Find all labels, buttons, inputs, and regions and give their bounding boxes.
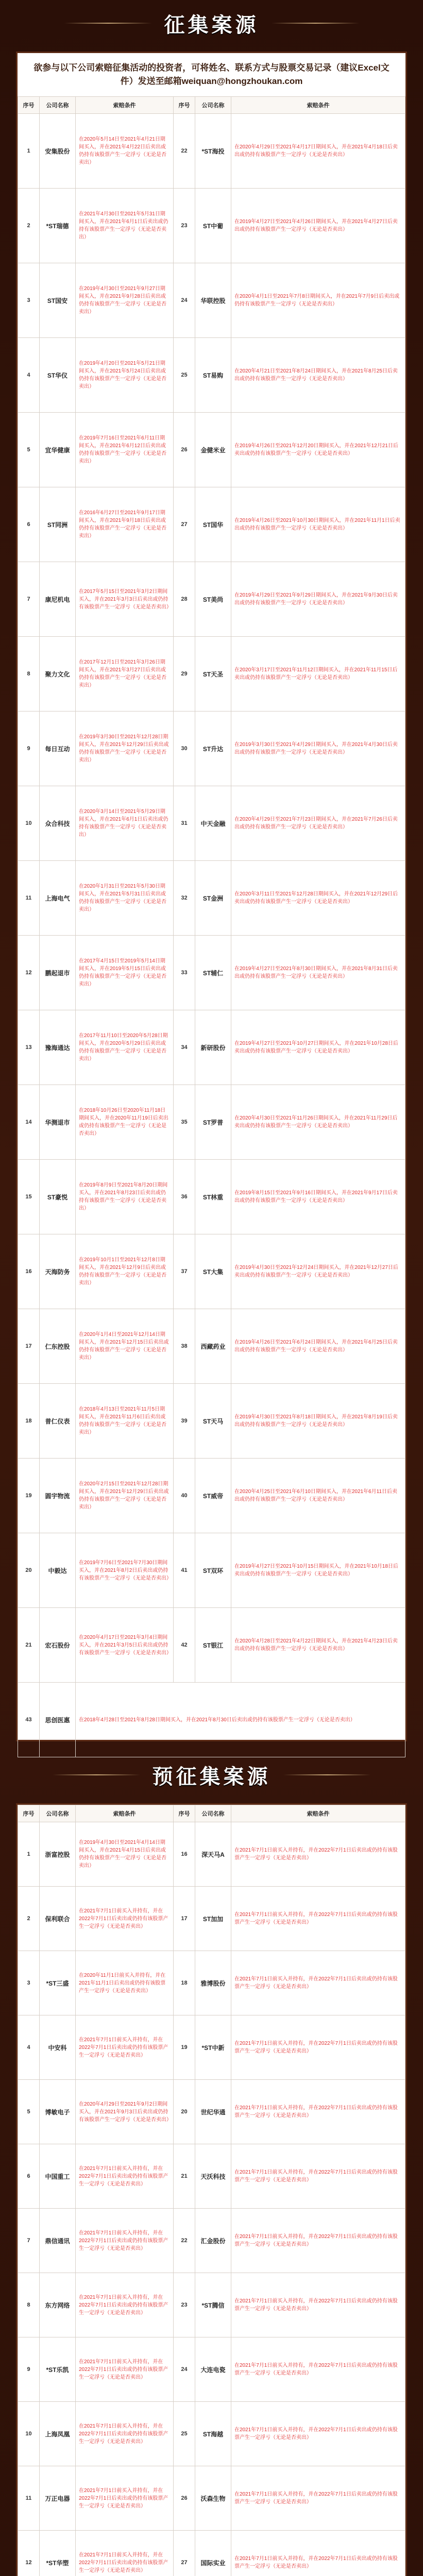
row-number: 9 xyxy=(18,711,40,786)
table-row xyxy=(18,1160,405,1234)
row-number: 13 xyxy=(18,1010,40,1085)
row-number: 2 xyxy=(18,1887,40,1951)
claim-conditions: 在2021年7月1日前买入并持有，并在2022年7月1日后卖出或仍持有该股票产生一定浮亏（无论是否卖出） xyxy=(231,2144,405,2209)
company-name: ST加加 xyxy=(195,1887,231,1951)
table-row xyxy=(18,2531,405,2576)
table-header-row xyxy=(18,1805,405,1822)
row-number: 16 xyxy=(18,1234,40,1309)
header-no: 序号 xyxy=(174,97,195,114)
claim-conditions: 在2021年7月1日前买入并持有，并在2022年7月1日后卖出或仍持有该股票产生一定浮亏（无论是否卖出） xyxy=(231,1951,405,2015)
row-number: 11 xyxy=(18,861,40,936)
row-number: 6 xyxy=(18,2144,40,2209)
table-row xyxy=(18,2144,405,2209)
row-number: 21 xyxy=(18,1608,40,1683)
row-number: 1 xyxy=(18,114,40,189)
claim-conditions: 在2021年7月1日前买入并持有，并在2022年7月1日后卖出或仍持有该股票产生一定浮亏（无论是否卖出） xyxy=(231,1822,405,1887)
company-name: ST海越 xyxy=(195,2402,231,2466)
table-row xyxy=(18,114,405,189)
company-name: ST豪悦 xyxy=(40,1160,76,1234)
divider xyxy=(64,23,152,24)
table-row xyxy=(18,861,405,936)
company-name: *ST三盛 xyxy=(40,1951,76,2015)
table-row xyxy=(18,2015,405,2080)
company-name: 聚力文化 xyxy=(40,637,76,711)
company-name: 康尼机电 xyxy=(40,562,76,637)
company-name: *ST瑞德 xyxy=(40,189,76,263)
row-number: 25 xyxy=(174,2402,195,2466)
table-row xyxy=(18,1384,405,1459)
company-name: 汇金股份 xyxy=(195,2209,231,2273)
company-name: 鼎信通讯 xyxy=(40,2209,76,2273)
header-conditions: 索赔条件 xyxy=(76,97,174,114)
company-name: 鹏起退市 xyxy=(40,936,76,1010)
claim-conditions: 在2020年5月14日至2021年4月21日期间买入，并在2021年4月22日后卖出或仍持有该股票产生一定浮亏（无论是否卖出） xyxy=(76,114,174,189)
company-name: 天海防务 xyxy=(40,1234,76,1309)
table-row xyxy=(18,2209,405,2273)
row-number: 4 xyxy=(18,338,40,413)
claim-conditions: 在2020年4月29日至2021年7月23日期间买入，并在2021年7月26日后卖出或仍持有该股票产生一定浮亏（无论是否卖出） xyxy=(231,786,405,861)
table-row xyxy=(18,936,405,1010)
row-number: 22 xyxy=(174,114,195,189)
row-number: 39 xyxy=(174,1384,195,1459)
header-no: 序号 xyxy=(18,1805,40,1822)
header-no: 序号 xyxy=(18,97,40,114)
row-number: 28 xyxy=(174,562,195,637)
claim-conditions: 在2021年7月1日前买入并持有，并在2022年7月1日后卖出或仍持有该股票产生一定浮亏（无论是否卖出） xyxy=(231,2337,405,2402)
claim-conditions: 在2019年4月27日至2021年8月30日期间买入，并在2021年8月31日后卖出或仍持有该股票产生一定浮亏（无论是否卖出） xyxy=(231,936,405,1010)
table-row xyxy=(18,2337,405,2402)
claim-conditions: 在2019年10月1日至2021年12月8日期间买入，并在2021年12月9日后卖出或仍持有该股票产生一定浮亏（无论是否卖出） xyxy=(76,1234,174,1309)
row-number: 36 xyxy=(174,1160,195,1234)
company-name: 豫海通达 xyxy=(40,1010,76,1085)
section2-title: 预征集案源 xyxy=(152,1764,271,1789)
row-number: 14 xyxy=(18,1085,40,1160)
claim-conditions: 在2019年4月30日至2021年9月27日期间买入，并在2021年9月28日后卖出或仍持有该股票产生一定浮亏（无论是否卖出） xyxy=(76,263,174,338)
row-number: 29 xyxy=(174,637,195,711)
row-number: 6 xyxy=(18,487,40,562)
company-name: ST双环 xyxy=(195,1533,231,1608)
company-name: 华测退市 xyxy=(40,1085,76,1160)
row-number: 25 xyxy=(174,338,195,413)
divider xyxy=(283,1774,371,1775)
row-number: 10 xyxy=(18,2402,40,2466)
row-number: 9 xyxy=(18,2337,40,2402)
company-name: ST林重 xyxy=(195,1160,231,1234)
claim-conditions: 在2019年4月30日至2021年12月24日期间买入，并在2021年12月27日后卖出或仍持有该股票产生一定浮亏（无论是否卖出） xyxy=(231,1234,405,1309)
header-no: 序号 xyxy=(174,1805,195,1822)
company-name: ST中葡 xyxy=(195,189,231,263)
row-number: 23 xyxy=(174,189,195,263)
section2-panel xyxy=(16,1803,407,2576)
company-name: ST辅仁 xyxy=(195,936,231,1010)
row-number: 5 xyxy=(18,2080,40,2144)
row-number: 19 xyxy=(174,2015,195,2080)
claim-conditions: 在2019年4月26日至2021年12月20日期间买入，并在2021年12月21日后卖出或仍持有该股票产生一定浮亏（无论是否卖出） xyxy=(231,413,405,487)
company-name: 西藏药业 xyxy=(195,1309,231,1384)
row-number: 27 xyxy=(174,2531,195,2576)
company-name: 普仁仪表 xyxy=(40,1384,76,1459)
claim-conditions: 在2020年4月28日至2021年4月22日期间买入，并在2021年4月23日后卖出或仍持有该股票产生一定浮亏（无论是否卖出） xyxy=(231,1608,405,1683)
row-number: 43 xyxy=(18,1683,40,1757)
claim-conditions: 在2019年4月30日至2021年8月18日期间买入，并在2021年8月19日后卖出或仍持有该股票产生一定浮亏（无论是否卖出） xyxy=(231,1384,405,1459)
section1-banner xyxy=(0,0,423,46)
row-number: 41 xyxy=(174,1533,195,1608)
claim-conditions: 在2021年7月1日前买入并持有，并在2022年7月1日后卖出或仍持有该股票产生一定浮亏（无论是否卖出） xyxy=(76,2531,174,2576)
row-number: 37 xyxy=(174,1234,195,1309)
row-number: 30 xyxy=(174,711,195,786)
company-name: 仁东控股 xyxy=(40,1309,76,1384)
table-row xyxy=(18,1608,405,1683)
row-number: 19 xyxy=(18,1459,40,1533)
row-number: 16 xyxy=(174,1822,195,1887)
table-row xyxy=(18,1887,405,1951)
row-number: 3 xyxy=(18,263,40,338)
claim-conditions: 在2021年7月1日前买入并持有，并在2022年7月1日后卖出或仍持有该股票产生一定浮亏（无论是否卖出） xyxy=(76,2337,174,2402)
company-name: ST大集 xyxy=(195,1234,231,1309)
claim-conditions: 在2018年4月13日至2021年11月5日期间买入，并在2021年11月6日后卖出或仍持有该股票产生一定浮亏（无论是否卖出） xyxy=(76,1384,174,1459)
company-name: 国际实业 xyxy=(195,2531,231,2576)
company-name: 众合科技 xyxy=(40,786,76,861)
case-table xyxy=(18,96,405,1757)
company-name: 浙富控股 xyxy=(40,1822,76,1887)
header-company: 公司名称 xyxy=(195,1805,231,1822)
row-number: 20 xyxy=(174,2080,195,2144)
header-conditions: 索赔条件 xyxy=(231,97,405,114)
row-number: 8 xyxy=(18,637,40,711)
divider xyxy=(53,1774,140,1775)
claim-conditions: 在2021年7月1日前买入并持有，并在2022年7月1日后卖出或仍持有该股票产生一定浮亏（无论是否卖出） xyxy=(76,2466,174,2531)
claim-conditions: 在2021年7月1日前买入并持有，并在2022年7月1日后卖出或仍持有该股票产生一定浮亏（无论是否卖出） xyxy=(76,2402,174,2466)
table-row xyxy=(18,1533,405,1608)
section2-banner xyxy=(0,1752,423,1798)
section1-panel xyxy=(16,52,407,1741)
claim-conditions: 在2021年7月1日前买入并持有，并在2022年7月1日后卖出或仍持有该股票产生一定浮亏（无论是否卖出） xyxy=(231,2273,405,2337)
claim-conditions: 在2020年4月21日至2021年8月24日期间买入，并在2021年8月25日后卖出或仍持有该股票产生一定浮亏（无论是否卖出） xyxy=(231,338,405,413)
header-company: 公司名称 xyxy=(40,1805,76,1822)
table-row xyxy=(18,1085,405,1160)
table-row xyxy=(18,637,405,711)
company-name: ST国华 xyxy=(195,487,231,562)
row-number: 5 xyxy=(18,413,40,487)
divider xyxy=(272,23,359,24)
row-number: 32 xyxy=(174,861,195,936)
row-number: 8 xyxy=(18,2273,40,2337)
company-name: 宏石股份 xyxy=(40,1608,76,1683)
claim-conditions: 在2019年8月9日至2021年8月20日期间买入，并在2021年8月23日后卖出或仍持有该股票产生一定浮亏（无论是否卖出） xyxy=(76,1160,174,1234)
claim-conditions: 在2019年4月20日至2021年5月21日期间买入，并在2021年5月24日后卖出或仍持有该股票产生一定浮亏（无论是否卖出） xyxy=(76,338,174,413)
claim-conditions: 在2021年7月1日前买入并持有，并在2022年7月1日后卖出或仍持有该股票产生一定浮亏（无论是否卖出） xyxy=(76,2015,174,2080)
header-conditions: 索赔条件 xyxy=(231,1805,405,1822)
claim-conditions: 在2021年7月1日前买入并持有，并在2022年7月1日后卖出或仍持有该股票产生一定浮亏（无论是否卖出） xyxy=(231,2209,405,2273)
company-name: 东方网络 xyxy=(40,2273,76,2337)
company-name: 天沃科技 xyxy=(195,2144,231,2209)
table-row xyxy=(18,562,405,637)
claim-conditions: 在2017年4月15日至2019年5月14日期间买入，并在2019年5月15日后卖出或仍持有该股票产生一定浮亏（无论是否卖出） xyxy=(76,936,174,1010)
company-name: 宜华健康 xyxy=(40,413,76,487)
table-row xyxy=(18,1309,405,1384)
claim-conditions: 在2018年10月26日至2020年11月18日期间买入，并在2020年11月19日后卖出或仍持有该股票产生一定浮亏（无论是否卖出） xyxy=(76,1085,174,1160)
header-company: 公司名称 xyxy=(40,97,76,114)
claim-conditions: 在2020年4月1日至2021年7月8日期间买入，并在2021年7月9日后卖出或仍持有该股票产生一定浮亏（无论是否卖出） xyxy=(231,263,405,338)
company-name: 金健米业 xyxy=(195,413,231,487)
company-name: *ST华塑 xyxy=(40,2531,76,2576)
row-number: 21 xyxy=(174,2144,195,2209)
table-row xyxy=(18,786,405,861)
row-number: 23 xyxy=(174,2273,195,2337)
company-name: 每日互动 xyxy=(40,711,76,786)
table-row xyxy=(18,487,405,562)
claim-conditions: 在2021年7月1日前买入并持有，并在2022年7月1日后卖出或仍持有该股票产生一定浮亏（无论是否卖出） xyxy=(231,1887,405,1951)
row-number: 42 xyxy=(174,1608,195,1683)
company-name: 思创医惠 xyxy=(40,1683,76,1757)
claim-conditions: 在2019年4月27日至2021年4月26日期间买入，并在2021年4月27日后卖出或仍持有该股票产生一定浮亏（无论是否卖出） xyxy=(231,189,405,263)
company-name: ST华仪 xyxy=(40,338,76,413)
claim-conditions: 在2021年7月1日前买入并持有，并在2022年7月1日后卖出或仍持有该股票产生一定浮亏（无论是否卖出） xyxy=(231,2080,405,2144)
claim-conditions: 在2020年4月17日至2021年3月4日期间买入，并在2021年3月5日后卖出或仍持有该股票产生一定浮亏（无论是否卖出） xyxy=(76,1608,174,1683)
company-name: *ST中新 xyxy=(195,2015,231,2080)
company-name: 中天金融 xyxy=(195,786,231,861)
claim-conditions: 在2020年3月11日至2021年12月28日期间买入，并在2021年12月29日后卖出或仍持有该股票产生一定浮亏（无论是否卖出） xyxy=(231,861,405,936)
company-name: 深天马A xyxy=(195,1822,231,1887)
claim-conditions: 在2021年7月1日前买入并持有，并在2022年7月1日后卖出或仍持有该股票产生一定浮亏（无论是否卖出） xyxy=(76,2144,174,2209)
row-number: 4 xyxy=(18,2015,40,2080)
claim-conditions: 在2020年4月29日至2021年9月2日期间买入，并在2021年9月3日后卖出或仍持有该股票产生一定浮亏（无论是否卖出） xyxy=(76,2080,174,2144)
company-name: 圆宇物流 xyxy=(40,1459,76,1533)
row-number: 24 xyxy=(174,2337,195,2402)
row-number: 33 xyxy=(174,936,195,1010)
table-row xyxy=(18,1683,405,1757)
claim-conditions: 在2017年11月10日至2020年5月28日期间买入，并在2020年5月29日后卖出或仍持有该股票产生一定浮亏（无论是否卖出） xyxy=(76,1010,174,1085)
table-row xyxy=(18,711,405,786)
company-name: ST金洲 xyxy=(195,861,231,936)
row-number: 20 xyxy=(18,1533,40,1608)
claim-conditions: 在2021年7月1日前买入并持有，并在2022年7月1日后卖出或仍持有该股票产生一定浮亏（无论是否卖出） xyxy=(231,2015,405,2080)
row-number: 31 xyxy=(174,786,195,861)
claim-conditions: 在2020年4月25日至2021年6月10日期间买入，并在2021年6月11日后卖出或仍持有该股票产生一定浮亏（无论是否卖出） xyxy=(231,1459,405,1533)
company-name: ST国安 xyxy=(40,263,76,338)
row-number: 18 xyxy=(174,1951,195,2015)
company-name: 雅博股份 xyxy=(195,1951,231,2015)
row-number: 24 xyxy=(174,263,195,338)
company-name: 中安科 xyxy=(40,2015,76,2080)
claim-conditions: 在2020年3月17日至2021年11月12日期间买入，并在2021年11月15日后卖出或仍持有该股票产生一定浮亏（无论是否卖出） xyxy=(231,637,405,711)
claim-conditions: 在2020年4月29日至2021年4月17日期间买入，并在2021年4月18日后卖出或仍持有该股票产生一定浮亏（无论是否卖出） xyxy=(231,114,405,189)
claim-conditions: 在2020年1月4日至2021年12月14日期间买入，并在2021年12月15日后卖出或仍持有该股票产生一定浮亏（无论是否卖出） xyxy=(76,1309,174,1384)
claim-conditions: 在2019年4月27日至2021年10月15日期间买入，并在2021年10月18日后卖出或仍持有该股票产生一定浮亏（无论是否卖出） xyxy=(231,1533,405,1608)
row-number: 1 xyxy=(18,1822,40,1887)
claim-conditions: 在2019年8月15日至2021年9月16日期间买入，并在2021年9月17日后卖出或仍持有该股票产生一定浮亏（无论是否卖出） xyxy=(231,1160,405,1234)
company-name: 安集股份 xyxy=(40,114,76,189)
company-name: ST同洲 xyxy=(40,487,76,562)
company-name: 华联控股 xyxy=(195,263,231,338)
claim-conditions: 在2019年3月30日至2021年12月28日期间买入，并在2021年12月29日后卖出或仍持有该股票产生一定浮亏（无论是否卖出） xyxy=(76,711,174,786)
claim-conditions: 在2021年4月30日至2021年5月31日期间买入，并在2021年6月1日后卖出或仍持有该股票产生一定浮亏（无论是否卖出） xyxy=(76,189,174,263)
row-number: 26 xyxy=(174,413,195,487)
claim-conditions: 在2020年3月14日至2021年5月29日期间买入，并在2021年6月1日后卖出或仍持有该股票产生一定浮亏（无论是否卖出） xyxy=(76,786,174,861)
table-row xyxy=(18,413,405,487)
company-name: ST美尚 xyxy=(195,562,231,637)
row-number: 22 xyxy=(174,2209,195,2273)
company-name: *ST乐凯 xyxy=(40,2337,76,2402)
table-row xyxy=(18,1951,405,2015)
row-number: 17 xyxy=(174,1887,195,1951)
row-number: 35 xyxy=(174,1085,195,1160)
company-name: *ST腾信 xyxy=(195,2273,231,2337)
row-number: 12 xyxy=(18,936,40,1010)
claim-conditions: 在2019年4月27日至2021年10月27日期间买入，并在2021年10月28日后卖出或仍持有该股票产生一定浮亏（无论是否卖出） xyxy=(231,1010,405,1085)
table-row xyxy=(18,263,405,338)
row-number: 3 xyxy=(18,1951,40,2015)
table-header-row xyxy=(18,97,405,114)
claim-conditions: 在2021年7月1日前买入并持有，并在2022年7月1日后卖出或仍持有该股票产生一定浮亏（无论是否卖出） xyxy=(76,2209,174,2273)
claim-conditions: 在2019年4月29日至2021年9月29日期间买入，并在2021年9月30日后卖出或仍持有该股票产生一定浮亏（无论是否卖出） xyxy=(231,562,405,637)
table-row xyxy=(18,2273,405,2337)
row-number: 2 xyxy=(18,189,40,263)
table-row xyxy=(18,1010,405,1085)
company-name: *ST海投 xyxy=(195,114,231,189)
claim-conditions: 在2021年7月1日前买入并持有，并在2022年7月1日后卖出或仍持有该股票产生一定浮亏（无论是否卖出） xyxy=(231,2531,405,2576)
claim-conditions: 在2020年11月1日前买入并持有，并在2021年11月1日后卖出或仍持有该股票产生一定浮亏（无论是否卖出） xyxy=(76,1951,174,2015)
company-name: ST天马 xyxy=(195,1384,231,1459)
claim-conditions: 在2017年12月1日至2021年3月26日期间买入，并在2021年3月27日后卖出或仍持有该股票产生一定浮亏（无论是否卖出） xyxy=(76,637,174,711)
table-row xyxy=(18,338,405,413)
claim-conditions: 在2019年4月30日至2021年4月14日期间买入，并在2021年4月15日后卖出或仍持有该股票产生一定浮亏（无论是否卖出） xyxy=(76,1822,174,1887)
pre-case-table xyxy=(18,1805,405,2576)
intro-text: 欲参与以下公司索赔征集活动的投资者，可将姓名、联系方式与股票交易记录（建议Excel文件）发送至邮箱weiquan@hongzhoukan.com xyxy=(33,63,390,86)
company-name: ST威帝 xyxy=(195,1459,231,1533)
claim-conditions: 在2016年6月27日至2021年9月17日期间买入，并在2021年9月18日后卖出或仍持有该股票产生一定浮亏（无论是否卖出） xyxy=(76,487,174,562)
row-number: 12 xyxy=(18,2531,40,2576)
row-number: 10 xyxy=(18,786,40,861)
table-row xyxy=(18,1822,405,1887)
table-row xyxy=(18,189,405,263)
table-row xyxy=(18,2402,405,2466)
row-number: 26 xyxy=(174,2466,195,2531)
row-number: 27 xyxy=(174,487,195,562)
company-name: ST天圣 xyxy=(195,637,231,711)
row-number: 7 xyxy=(18,562,40,637)
company-name: 博敏电子 xyxy=(40,2080,76,2144)
row-number: 15 xyxy=(18,1160,40,1234)
section1-title: 征集案源 xyxy=(164,12,259,37)
header-company: 公司名称 xyxy=(195,97,231,114)
company-name: ST升达 xyxy=(195,711,231,786)
claim-conditions: 在2019年7月16日至2021年6月11日期间买入，并在2021年6月12日后卖出或仍持有该股票产生一定浮亏（无论是否卖出） xyxy=(76,413,174,487)
claim-conditions: 在2020年1月31日至2021年5月30日期间买入，并在2021年5月31日后卖出或仍持有该股票产生一定浮亏（无论是否卖出） xyxy=(76,861,174,936)
company-name: 大连电瓷 xyxy=(195,2337,231,2402)
claim-conditions: 在2021年7月1日前买入并持有，并在2022年7月1日后卖出或仍持有该股票产生一定浮亏（无论是否卖出） xyxy=(231,2466,405,2531)
claim-conditions: 在2021年7月1日前买入并持有，并在2022年7月1日后卖出或仍持有该股票产生一定浮亏（无论是否卖出） xyxy=(231,2402,405,2466)
company-name: 万正电器 xyxy=(40,2466,76,2531)
claim-conditions: 在2019年7月6日至2021年7月30日期间买入，并在2021年8月2日后卖出或仍持有该股票产生一定浮亏（无论是否卖出） xyxy=(76,1533,174,1608)
company-name: 中毅达 xyxy=(40,1533,76,1608)
company-name: 上海凤凰 xyxy=(40,2402,76,2466)
company-name: 沃森生物 xyxy=(195,2466,231,2531)
row-number: 34 xyxy=(174,1010,195,1085)
claim-conditions: 在2018年4月28日至2021年8月28日期间买入，并在2021年8月30日后卖出或仍持有该股票产生一定浮亏（无论是否卖出） xyxy=(76,1683,405,1757)
claim-conditions: 在2019年4月26日至2021年10月30日期间买入，并在2021年11月1日后卖出或仍持有该股票产生一定浮亏（无论是否卖出） xyxy=(231,487,405,562)
company-name: ST罗普 xyxy=(195,1085,231,1160)
claim-conditions: 在2017年5月15日至2021年3月2日期间买入，并在2021年3月3日后卖出或仍持有该股票产生一定浮亏（无论是否卖出） xyxy=(76,562,174,637)
company-name: 上海电气 xyxy=(40,861,76,936)
company-name: ST银江 xyxy=(195,1608,231,1683)
header-conditions: 索赔条件 xyxy=(76,1805,174,1822)
row-number: 7 xyxy=(18,2209,40,2273)
row-number: 18 xyxy=(18,1384,40,1459)
company-name: 新研股份 xyxy=(195,1010,231,1085)
claim-conditions: 在2021年7月1日前买入并持有，并在2022年7月1日后卖出或仍持有该股票产生一定浮亏（无论是否卖出） xyxy=(76,2273,174,2337)
claim-conditions: 在2020年4月30日至2021年11月26日期间买入，并在2021年11月29日后卖出或仍持有该股票产生一定浮亏（无论是否卖出） xyxy=(231,1085,405,1160)
company-name: 保利联合 xyxy=(40,1887,76,1951)
row-number: 17 xyxy=(18,1309,40,1384)
row-number: 38 xyxy=(174,1309,195,1384)
table-row xyxy=(18,1234,405,1309)
table-row xyxy=(18,1459,405,1533)
table-row xyxy=(18,2466,405,2531)
claim-conditions: 在2019年3月30日至2021年4月29日期间买入，并在2021年4月30日后卖出或仍持有该股票产生一定浮亏（无论是否卖出） xyxy=(231,711,405,786)
claim-conditions: 在2019年4月26日至2021年6月24日期间买入，并在2021年6月25日后卖出或仍持有该股票产生一定浮亏（无论是否卖出） xyxy=(231,1309,405,1384)
company-name: 世纪华通 xyxy=(195,2080,231,2144)
table-row xyxy=(18,2080,405,2144)
row-number: 40 xyxy=(174,1459,195,1533)
claim-conditions: 在2020年2月15日至2021年12月28日期间买入，并在2021年12月29日后卖出或仍持有该股票产生一定浮亏（无论是否卖出） xyxy=(76,1459,174,1533)
company-name: ST易购 xyxy=(195,338,231,413)
row-number: 11 xyxy=(18,2466,40,2531)
company-name: 中国重工 xyxy=(40,2144,76,2209)
claim-conditions: 在2021年7月1日前买入并持有，并在2022年7月1日后卖出或仍持有该股票产生一定浮亏（无论是否卖出） xyxy=(76,1887,174,1951)
